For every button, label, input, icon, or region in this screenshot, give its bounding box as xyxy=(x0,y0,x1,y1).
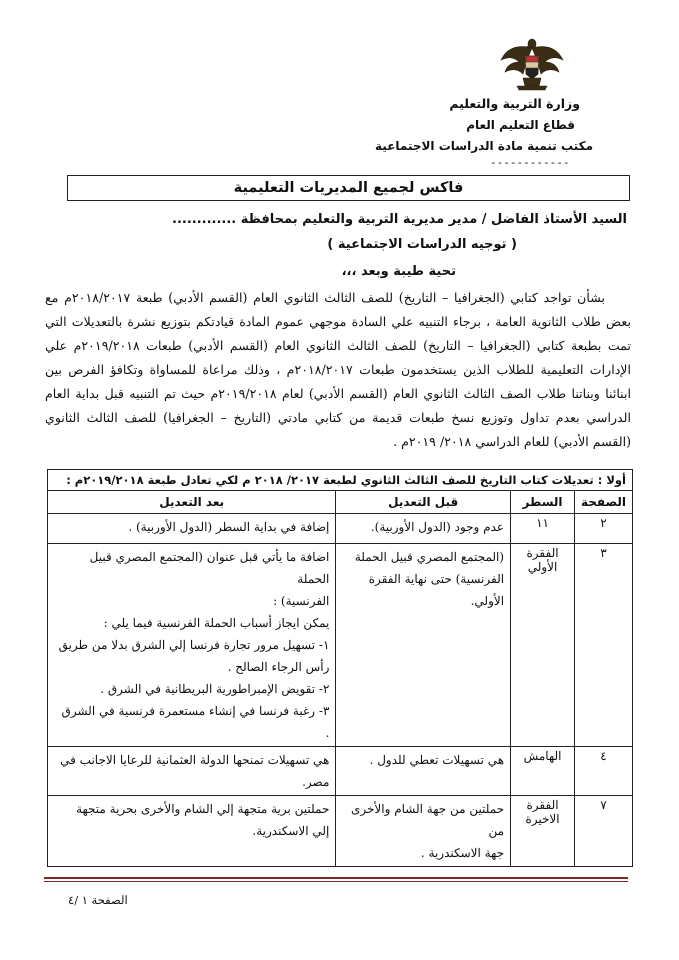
cell-page: ٢ xyxy=(575,514,633,544)
table-caption-row xyxy=(48,470,633,491)
cell-page: ٣ xyxy=(575,544,633,747)
ministry-emblem-icon xyxy=(497,34,567,92)
cell-before: حملتين من جهة الشام والأخرى من جهة الاسكندرية . xyxy=(336,796,511,867)
fax-title: فاكس لجميع المديريات التعليمية xyxy=(67,175,630,201)
footer-divider xyxy=(44,881,628,882)
cell-before: هي تسهيلات تعطي للدول . xyxy=(336,747,511,796)
body-line: ابنائنا وبناتنا طلاب الصف الثالث الثانوي العام (القسم الأدبي) لعام ٢٠١٩/٢٠١٨م حيث تم التنبيه قبل بداية العام xyxy=(45,386,631,401)
table-caption: أولا : تعديلات كتاب التاريخ للصف الثالث الثانوي لطبعة ٢٠١٧/ ٢٠١٨ م لكي تعادل طبعة ٢٠١٩/٢٠١٨م : xyxy=(48,470,633,491)
office-name: مكتب تنمية مادة الدراسات الاجتماعية xyxy=(375,139,593,153)
subject: ( توجيه الدراسات الاجتماعية ) xyxy=(327,237,517,252)
greeting: تحية طيبة وبعد ،،، xyxy=(341,264,456,279)
body-line: (القسم الأدبي) للعام الدراسي ٢٠١٨/ ٢٠١٩م . xyxy=(393,434,631,449)
cell-before: عدم وجود (الدول الأوربية). xyxy=(336,514,511,544)
table-row xyxy=(48,514,633,544)
body-line: الإدارات التعليمية للطلاب الذين يستخدمون طبعات ٢٠١٨/٢٠١٧م ، وذلك مراعاة للمساواة وتكافؤ الفرص بين xyxy=(45,362,631,377)
table-row xyxy=(48,796,633,867)
column-header-after: بعد التعديل xyxy=(48,491,336,514)
cell-line: الهامش xyxy=(511,747,575,796)
body-line: بشأن تواجد كتابي (الجغرافيا – التاريخ) للصف الثالث الثانوي العام (القسم الأدبي) طبعة ٢٠١٨/٢٠١٧م مع xyxy=(45,290,605,305)
cell-line: ١١ xyxy=(511,514,575,544)
column-header-line: السطر xyxy=(511,491,575,514)
header-separator: ------------ xyxy=(490,156,570,169)
footer-divider xyxy=(44,877,628,879)
body-line: بعض طلاب الثانوية العامة ، برجاء التنبيه علي السادة موجهي عموم المادة قيادتكم بتوزيع نشرة بالتعديلات التي xyxy=(45,314,631,329)
table-row xyxy=(48,544,633,747)
table-row xyxy=(48,747,633,796)
column-header-before: قبل التعديل xyxy=(336,491,511,514)
cell-page: ٤ xyxy=(575,747,633,796)
page-number: الصفحة ١ /٤ xyxy=(68,893,128,907)
table-header-row xyxy=(48,491,633,514)
cell-line: الفقرة الأولي xyxy=(511,544,575,747)
cell-after: اضافة ما يأتي قبل عنوان (المجتمع المصري قبيل الحملة الفرنسية) : يمكن ايجاز أسباب الحملة الفرنسية فيما يلي : ١- تسهيل مرور تجارة فرنسا إلي الشرق بدلا من طريق رأس الرجاء الصالح . ٢- تقويض الإمبراطورية البريطانية في الشرق . ٣- رغبة فرنسا في إنشاء مستعمرة فرنسية في الشرق . xyxy=(48,544,336,747)
cell-after: إضافة في بداية السطر (الدول الأوربية) . xyxy=(48,514,336,544)
column-header-page: الصفحة xyxy=(575,491,633,514)
cell-before: (المجتمع المصري قبيل الحملة الفرنسية) حتى نهاية الفقرة الأولي. xyxy=(336,544,511,747)
body-line: تمت بطبعة كتابي (الجغرافيا – التاريخ) للصف الثالث الثانوي العام (القسم الأدبي) طبعات ٢٠١٩/٢٠١٨م علي xyxy=(45,338,631,353)
body-line: الدراسي بعدم تداول وتوزيع نسخ طبعات قديمة من كتابي مادتي (التاريخ – الجغرافيا) للصف الثالث الثانوي xyxy=(45,410,631,425)
sector-name: قطاع التعليم العام xyxy=(466,118,575,132)
amendments-table xyxy=(47,469,633,867)
cell-page: ٧ xyxy=(575,796,633,867)
cell-after: حملتين برية متجهة إلي الشام والأخرى بحرية متجهة إلي الاسكندرية. xyxy=(48,796,336,867)
cell-line: الفقرة الاخيرة xyxy=(511,796,575,867)
addressee: السيد الأستاذ الفاضل / مدير مديرية التربية والتعليم بمحافظة ............. xyxy=(172,212,627,227)
cell-after: هي تسهيلات تمنحها الدولة العثمانية للرعايا الاجانب في مصر. xyxy=(48,747,336,796)
ministry-name: وزارة التربية والتعليم xyxy=(449,96,580,111)
